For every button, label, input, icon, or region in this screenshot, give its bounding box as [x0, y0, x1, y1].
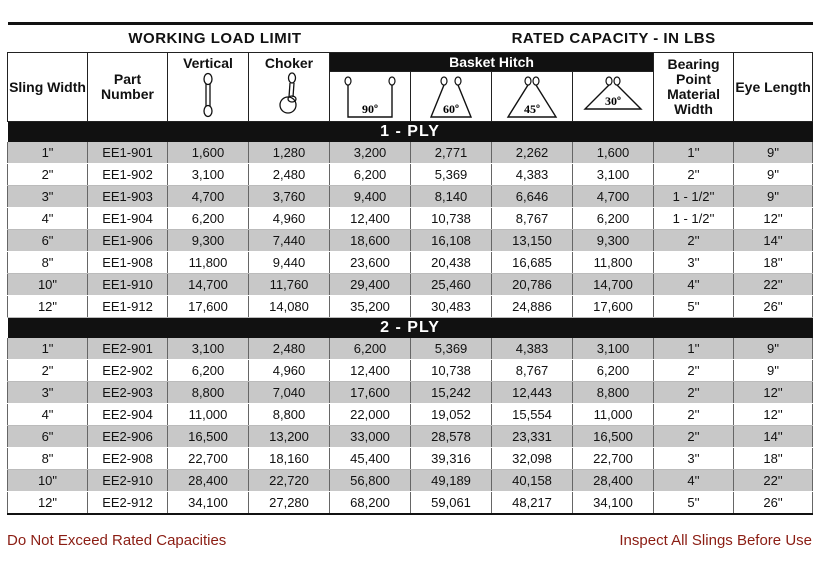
table-bottom-rule — [8, 514, 813, 515]
eye-length-cell: 9'' — [734, 360, 813, 382]
section-2-ply-title: 2 - PLY — [8, 318, 813, 339]
choker-cell: 7,040 — [249, 382, 330, 404]
eye-length-cell: 14'' — [734, 426, 813, 448]
basket-45-cell: 23,331 — [492, 426, 573, 448]
eye-length-cell: 9'' — [734, 186, 813, 208]
basket-30-cell: 1,600 — [573, 142, 654, 164]
table-row — [8, 274, 813, 296]
basket-30-cell: 9,300 — [573, 230, 654, 252]
sling-width-cell: 6" — [8, 426, 88, 448]
part-number-cell: EE1-903 — [88, 186, 168, 208]
choker-cell: 13,200 — [249, 426, 330, 448]
bearing-width-cell: 3'' — [654, 448, 734, 470]
footer-warning-right: Inspect All Slings Before Use — [619, 532, 812, 549]
choker-cell: 2,480 — [249, 164, 330, 186]
basket-90-cell: 18,600 — [330, 230, 411, 252]
basket-30-header — [573, 72, 654, 122]
basket-60-cell: 19,052 — [411, 404, 492, 426]
basket-30-cell: 8,800 — [573, 382, 654, 404]
basket-60-cell: 39,316 — [411, 448, 492, 470]
basket-45-cell: 40,158 — [492, 470, 573, 492]
angle-30-label: 30º — [605, 93, 622, 108]
eye-length-cell: 22'' — [734, 274, 813, 296]
part-number-cell: EE2-912 — [88, 492, 168, 515]
bearing-width-cell: 3'' — [654, 252, 734, 274]
part-number-cell: EE2-904 — [88, 404, 168, 426]
sling-width-cell: 10" — [8, 470, 88, 492]
basket-30-cell: 3,100 — [573, 164, 654, 186]
bearing-width-cell: 2'' — [654, 230, 734, 252]
part-number-cell: EE1-910 — [88, 274, 168, 296]
basket-90-cell: 6,200 — [330, 164, 411, 186]
bearing-width-cell: 1'' — [654, 142, 734, 164]
choker-cell: 7,440 — [249, 230, 330, 252]
vertical-cell: 1,600 — [168, 142, 249, 164]
part-number-cell: EE1-902 — [88, 164, 168, 186]
vertical-cell: 3,100 — [168, 164, 249, 186]
sling-width-cell: 1" — [8, 338, 88, 360]
angle-90-label: 90º — [362, 101, 379, 116]
eye-length-cell: 9'' — [734, 338, 813, 360]
basket-90-cell: 56,800 — [330, 470, 411, 492]
vertical-cell: 14,700 — [168, 274, 249, 296]
sling-width-cell: 2" — [8, 360, 88, 382]
working-load-limit-heading: WORKING LOAD LIMIT — [8, 24, 330, 53]
choker-cell: 4,960 — [249, 208, 330, 230]
basket-45-cell: 16,685 — [492, 252, 573, 274]
eye-length-cell: 22'' — [734, 470, 813, 492]
choker-cell: 2,480 — [249, 338, 330, 360]
sling-width-cell: 1" — [8, 142, 88, 164]
choker-label: Choker — [264, 55, 314, 71]
choker-cell: 22,720 — [249, 470, 330, 492]
basket-60-cell: 2,771 — [411, 142, 492, 164]
capacity-table — [7, 22, 813, 515]
bearing-width-cell: 1 - 1/2'' — [654, 186, 734, 208]
eye-length-cell: 18'' — [734, 252, 813, 274]
part-number-header: Part Number — [88, 53, 168, 122]
vertical-cell: 11,000 — [168, 404, 249, 426]
bearing-width-cell: 5'' — [654, 296, 734, 318]
basket-60-cell: 28,578 — [411, 426, 492, 448]
vertical-cell: 28,400 — [168, 470, 249, 492]
vertical-cell: 6,200 — [168, 360, 249, 382]
basket-30-cell: 28,400 — [573, 470, 654, 492]
basket-60-header — [411, 72, 492, 122]
vertical-hitch-icon — [198, 71, 218, 119]
table-row — [8, 382, 813, 404]
choker-cell: 4,960 — [249, 360, 330, 382]
basket-45-cell: 6,646 — [492, 186, 573, 208]
basket-30-cell: 34,100 — [573, 492, 654, 515]
basket-45-cell: 12,443 — [492, 382, 573, 404]
basket-60-cell: 15,242 — [411, 382, 492, 404]
sling-width-cell: 2" — [8, 164, 88, 186]
vertical-cell: 17,600 — [168, 296, 249, 318]
sling-width-cell: 10" — [8, 274, 88, 296]
eye-length-cell: 9'' — [734, 164, 813, 186]
basket-60-cell: 10,738 — [411, 360, 492, 382]
basket-45-cell: 48,217 — [492, 492, 573, 515]
basket-45-header — [492, 72, 573, 122]
vertical-label: Vertical — [183, 55, 233, 71]
vertical-cell: 11,800 — [168, 252, 249, 274]
basket-90-cell: 23,600 — [330, 252, 411, 274]
bearing-width-cell: 2'' — [654, 164, 734, 186]
choker-header — [249, 53, 330, 122]
basket-60-cell: 5,369 — [411, 338, 492, 360]
basket-30-cell: 22,700 — [573, 448, 654, 470]
basket-90-cell: 17,600 — [330, 382, 411, 404]
basket-60-cell: 20,438 — [411, 252, 492, 274]
basket-90-cell: 3,200 — [330, 142, 411, 164]
table-row — [8, 470, 813, 492]
vertical-cell: 3,100 — [168, 338, 249, 360]
basket-30-cell: 11,800 — [573, 252, 654, 274]
choker-hitch-icon — [274, 71, 304, 119]
eye-length-cell: 12'' — [734, 208, 813, 230]
part-number-cell: EE1-908 — [88, 252, 168, 274]
basket-60-cell: 8,140 — [411, 186, 492, 208]
vertical-cell: 16,500 — [168, 426, 249, 448]
table-row — [8, 186, 813, 208]
basket-30-cell: 11,000 — [573, 404, 654, 426]
basket-60-icon — [421, 75, 481, 119]
vertical-cell: 8,800 — [168, 382, 249, 404]
bearing-width-cell: 2'' — [654, 382, 734, 404]
bearing-width-cell: 1 - 1/2'' — [654, 208, 734, 230]
basket-90-icon — [340, 75, 400, 119]
basket-90-cell: 6,200 — [330, 338, 411, 360]
basket-60-cell: 16,108 — [411, 230, 492, 252]
basket-90-cell: 22,000 — [330, 404, 411, 426]
part-number-cell: EE1-901 — [88, 142, 168, 164]
choker-cell: 8,800 — [249, 404, 330, 426]
choker-cell: 9,440 — [249, 252, 330, 274]
basket-60-cell: 49,189 — [411, 470, 492, 492]
basket-45-cell: 13,150 — [492, 230, 573, 252]
part-number-cell: EE2-910 — [88, 470, 168, 492]
basket-60-cell: 5,369 — [411, 164, 492, 186]
basket-30-cell: 16,500 — [573, 426, 654, 448]
part-number-cell: EE1-906 — [88, 230, 168, 252]
basket-30-cell: 6,200 — [573, 208, 654, 230]
basket-45-cell: 24,886 — [492, 296, 573, 318]
bearing-width-cell: 5'' — [654, 492, 734, 515]
table-row — [8, 252, 813, 274]
bearing-width-cell: 4'' — [654, 274, 734, 296]
eye-length-cell: 9'' — [734, 142, 813, 164]
basket-90-cell: 12,400 — [330, 360, 411, 382]
basket-60-cell: 25,460 — [411, 274, 492, 296]
table-row — [8, 492, 813, 515]
table-row — [8, 338, 813, 360]
section-1-ply-title: 1 - PLY — [8, 122, 813, 143]
sling-width-header: Sling Width — [8, 53, 88, 122]
basket-90-cell: 68,200 — [330, 492, 411, 515]
eye-length-cell: 12'' — [734, 382, 813, 404]
choker-cell: 1,280 — [249, 142, 330, 164]
bearing-width-cell: 2'' — [654, 426, 734, 448]
basket-90-cell: 29,400 — [330, 274, 411, 296]
choker-cell: 11,760 — [249, 274, 330, 296]
part-number-cell: EE2-903 — [88, 382, 168, 404]
sling-width-cell: 8" — [8, 252, 88, 274]
sling-width-cell: 6" — [8, 230, 88, 252]
basket-60-cell: 30,483 — [411, 296, 492, 318]
basket-30-cell: 6,200 — [573, 360, 654, 382]
basket-45-cell: 4,383 — [492, 164, 573, 186]
eye-length-cell: 12'' — [734, 404, 813, 426]
bearing-width-cell: 1'' — [654, 338, 734, 360]
angle-60-label: 60º — [443, 101, 460, 116]
sling-width-cell: 4" — [8, 208, 88, 230]
basket-90-header — [330, 72, 411, 122]
sling-width-cell: 4" — [8, 404, 88, 426]
eye-length-cell: 18'' — [734, 448, 813, 470]
part-number-cell: EE2-908 — [88, 448, 168, 470]
part-number-cell: EE1-912 — [88, 296, 168, 318]
vertical-cell: 6,200 — [168, 208, 249, 230]
choker-cell: 14,080 — [249, 296, 330, 318]
bearing-width-cell: 2'' — [654, 404, 734, 426]
table-row — [8, 164, 813, 186]
basket-45-cell: 20,786 — [492, 274, 573, 296]
basket-45-cell: 4,383 — [492, 338, 573, 360]
part-number-cell: EE2-902 — [88, 360, 168, 382]
basket-90-cell: 12,400 — [330, 208, 411, 230]
basket-30-cell: 14,700 — [573, 274, 654, 296]
sling-width-cell: 12" — [8, 296, 88, 318]
sling-width-cell: 12" — [8, 492, 88, 515]
table-row — [8, 142, 813, 164]
basket-90-cell: 35,200 — [330, 296, 411, 318]
capacity-chart — [7, 22, 812, 515]
basket-90-cell: 9,400 — [330, 186, 411, 208]
basket-60-cell: 10,738 — [411, 208, 492, 230]
rated-capacity-heading: RATED CAPACITY - IN LBS — [330, 24, 813, 53]
vertical-cell: 22,700 — [168, 448, 249, 470]
basket-90-cell: 33,000 — [330, 426, 411, 448]
table-row — [8, 404, 813, 426]
bearing-width-cell: 2'' — [654, 360, 734, 382]
eye-length-cell: 26'' — [734, 492, 813, 515]
angle-45-label: 45º — [524, 101, 541, 116]
vertical-cell: 34,100 — [168, 492, 249, 515]
choker-cell: 18,160 — [249, 448, 330, 470]
table-row — [8, 296, 813, 318]
eye-length-header: Eye Length — [734, 53, 813, 122]
sling-width-cell: 8" — [8, 448, 88, 470]
part-number-cell: EE2-906 — [88, 426, 168, 448]
vertical-cell: 4,700 — [168, 186, 249, 208]
table-row — [8, 426, 813, 448]
part-number-cell: EE2-901 — [88, 338, 168, 360]
bearing-width-cell: 4'' — [654, 470, 734, 492]
basket-30-cell: 17,600 — [573, 296, 654, 318]
table-row — [8, 230, 813, 252]
eye-length-cell: 26'' — [734, 296, 813, 318]
vertical-cell: 9,300 — [168, 230, 249, 252]
table-row — [8, 208, 813, 230]
sling-width-cell: 3" — [8, 186, 88, 208]
basket-45-icon — [502, 75, 562, 119]
table-row — [8, 448, 813, 470]
basket-hitch-header: Basket Hitch — [330, 53, 654, 72]
part-number-cell: EE1-904 — [88, 208, 168, 230]
table-row — [8, 360, 813, 382]
basket-45-cell: 8,767 — [492, 208, 573, 230]
footer-warning-left: Do Not Exceed Rated Capacities — [7, 532, 227, 549]
choker-cell: 3,760 — [249, 186, 330, 208]
basket-30-cell: 4,700 — [573, 186, 654, 208]
basket-45-cell: 32,098 — [492, 448, 573, 470]
eye-length-cell: 14'' — [734, 230, 813, 252]
sling-width-cell: 3" — [8, 382, 88, 404]
basket-30-icon — [581, 75, 645, 119]
basket-45-cell: 8,767 — [492, 360, 573, 382]
choker-cell: 27,280 — [249, 492, 330, 515]
basket-60-cell: 59,061 — [411, 492, 492, 515]
bearing-width-header: Bearing Point Material Width — [654, 53, 734, 122]
basket-90-cell: 45,400 — [330, 448, 411, 470]
basket-30-cell: 3,100 — [573, 338, 654, 360]
basket-45-cell: 15,554 — [492, 404, 573, 426]
basket-45-cell: 2,262 — [492, 142, 573, 164]
vertical-header — [168, 53, 249, 122]
